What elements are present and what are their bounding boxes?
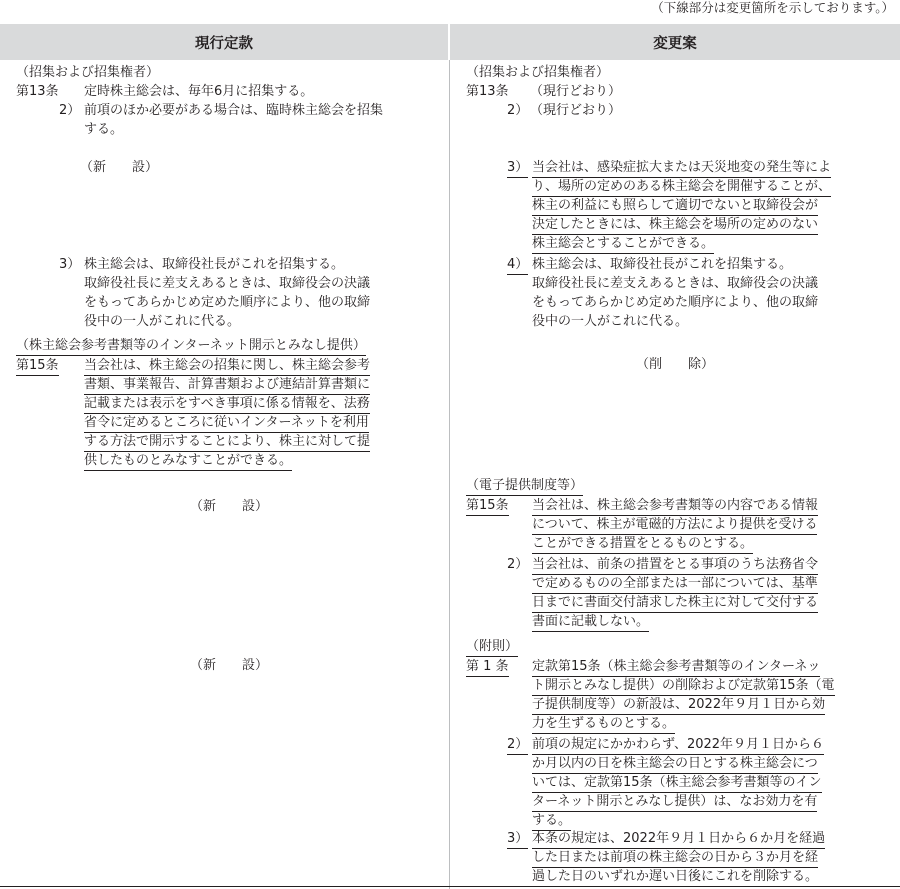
underline-note: （下線部分は変更箇所を示しております。） <box>651 0 894 15</box>
article-text: （現行どおり） <box>530 103 622 118</box>
article-heading: （株主総会参考書類等のインターネット開示とみなし提供） <box>16 336 366 356</box>
article-label: 第13条 <box>16 84 59 99</box>
paragraph-number: 2） <box>59 103 81 118</box>
article-text: 記載または表示をすべき事項に係る情報を、法務 <box>84 394 370 414</box>
article-label: 第15条 <box>466 496 509 516</box>
article-label: 第15条 <box>16 356 59 376</box>
article-text: り、場所の定めのある株主総会を開催することが、 <box>532 177 831 197</box>
article-text: 省令に定めるところに従いインターネットを利用 <box>84 413 369 433</box>
article-text: いては、定款第15条（株主総会参考書類等のイン <box>532 773 822 793</box>
paragraph-number: 3） <box>59 257 81 272</box>
article-text: をもってあらかじめ定めた順序により、他の取締 <box>532 295 819 310</box>
article-text: ト開示とみなし提供）の削除および定款第15条（電 <box>532 676 835 696</box>
article-text: 本条の規定は、2022年９月１日から６か月を経過 <box>532 829 825 849</box>
article-text: する。 <box>532 811 571 831</box>
article-heading: （電子提供制度等） <box>466 476 583 496</box>
article-text: 取締役社長に差支えあるときは、取締役会の決議 <box>532 276 819 291</box>
article-text: 当会社は、感染症拡大または天災地変の発生等によ <box>532 158 831 178</box>
article-text: 役中の一人がこれに代る。 <box>532 314 689 329</box>
article-text: 定款第15条（株主総会参考書類等のインターネッ <box>532 657 820 677</box>
article-text: 前項の規定にかかわらず、2022年９月１日から６ <box>532 735 824 755</box>
article-heading: （招集および招集権者） <box>16 65 160 80</box>
article-text: 前項のほか必要がある場合は、臨時株主総会を招集 <box>84 103 384 118</box>
paragraph-number: 3） <box>507 829 528 849</box>
article-text: 過した日のいずれか遅い日後にこれを削除する。 <box>532 867 818 887</box>
article-text: 取締役社長に差支えあるときは、取締役会の決議 <box>84 276 371 291</box>
paragraph-number: 2） <box>507 557 529 572</box>
article-text: 当会社は、株主総会参考書類等の内容である情報 <box>532 496 818 516</box>
article-heading: （招集および招集権者） <box>466 65 610 80</box>
article-text: 子提供制度等）の新設は、2022年９月１日から効 <box>532 695 825 715</box>
new-provision-placeholder: （新 設） <box>190 658 269 673</box>
paragraph-number: 3） <box>507 158 528 178</box>
new-provision-placeholder: （新 設） <box>80 160 159 175</box>
article-heading: （附則） <box>466 637 518 657</box>
article-text: 決定したときには、株主総会を場所の定めのない <box>532 215 818 235</box>
article-text: 書類、事業報告、計算書類および連結計算書類に <box>84 375 370 395</box>
article-text: で定めるものの全部または一部については、基準 <box>532 574 818 594</box>
article-text: 定時株主総会は、毎年6月に招集する。 <box>84 84 314 99</box>
paragraph-number: 4） <box>507 255 528 275</box>
article-text: 力を生ずるものとする。 <box>532 714 675 734</box>
article-text: をもってあらかじめ定めた順序により、他の取締 <box>84 295 371 310</box>
article-text: した日または前項の株主総会の日から３か月を経 <box>532 848 818 868</box>
article-text: （現行どおり） <box>530 84 622 99</box>
article-text: 役中の一人がこれに代る。 <box>84 314 241 329</box>
article-text: 当会社は、前条の措置をとる事項のうち法務省令 <box>532 555 818 575</box>
header-proposed-changes <box>450 24 900 60</box>
article-text: ことができる措置をとるものとする。 <box>532 534 753 554</box>
article-text: 株主総会は、取締役社長がこれを招集する。 <box>532 257 793 272</box>
article-text: する方法で開示することにより、株主に対して提 <box>84 432 370 452</box>
header-proposed-label: 変更案 <box>653 35 697 52</box>
paragraph-number: 2） <box>507 735 528 755</box>
article-text: 書面に記載しない。 <box>532 612 649 632</box>
article-text: 株主総会とすることができる。 <box>532 234 714 254</box>
header-current-label: 現行定款 <box>195 35 253 52</box>
new-provision-placeholder: （新 設） <box>190 499 269 514</box>
deleted-provision-placeholder: （削 除） <box>636 357 715 372</box>
article-label: 第13条 <box>466 84 509 99</box>
article-label: 第 1 条 <box>466 657 509 677</box>
article-text: する。 <box>84 122 124 137</box>
article-text: 株主の利益にも照らして適切でないと取締役会が <box>532 196 818 216</box>
article-text: 当会社は、株主総会の招集に関し、株主総会参考 <box>84 356 370 376</box>
article-text: 供したものとみなすことができる。 <box>84 451 292 471</box>
article-text: 株主総会は、取締役社長がこれを招集する。 <box>84 257 345 272</box>
column-divider <box>449 60 450 889</box>
article-text: 日までに書面交付請求した株主に対して交付する <box>532 593 818 613</box>
article-text: ターネット開示とみなし提供）は、なお効力を有 <box>532 792 817 812</box>
header-current-articles <box>0 24 448 60</box>
article-text: について、株主が電磁的方法により提供を受ける <box>532 515 817 535</box>
paragraph-number: 2） <box>507 103 529 118</box>
article-text: か月以内の日を株主総会の日とする株主総会につ <box>532 754 818 774</box>
